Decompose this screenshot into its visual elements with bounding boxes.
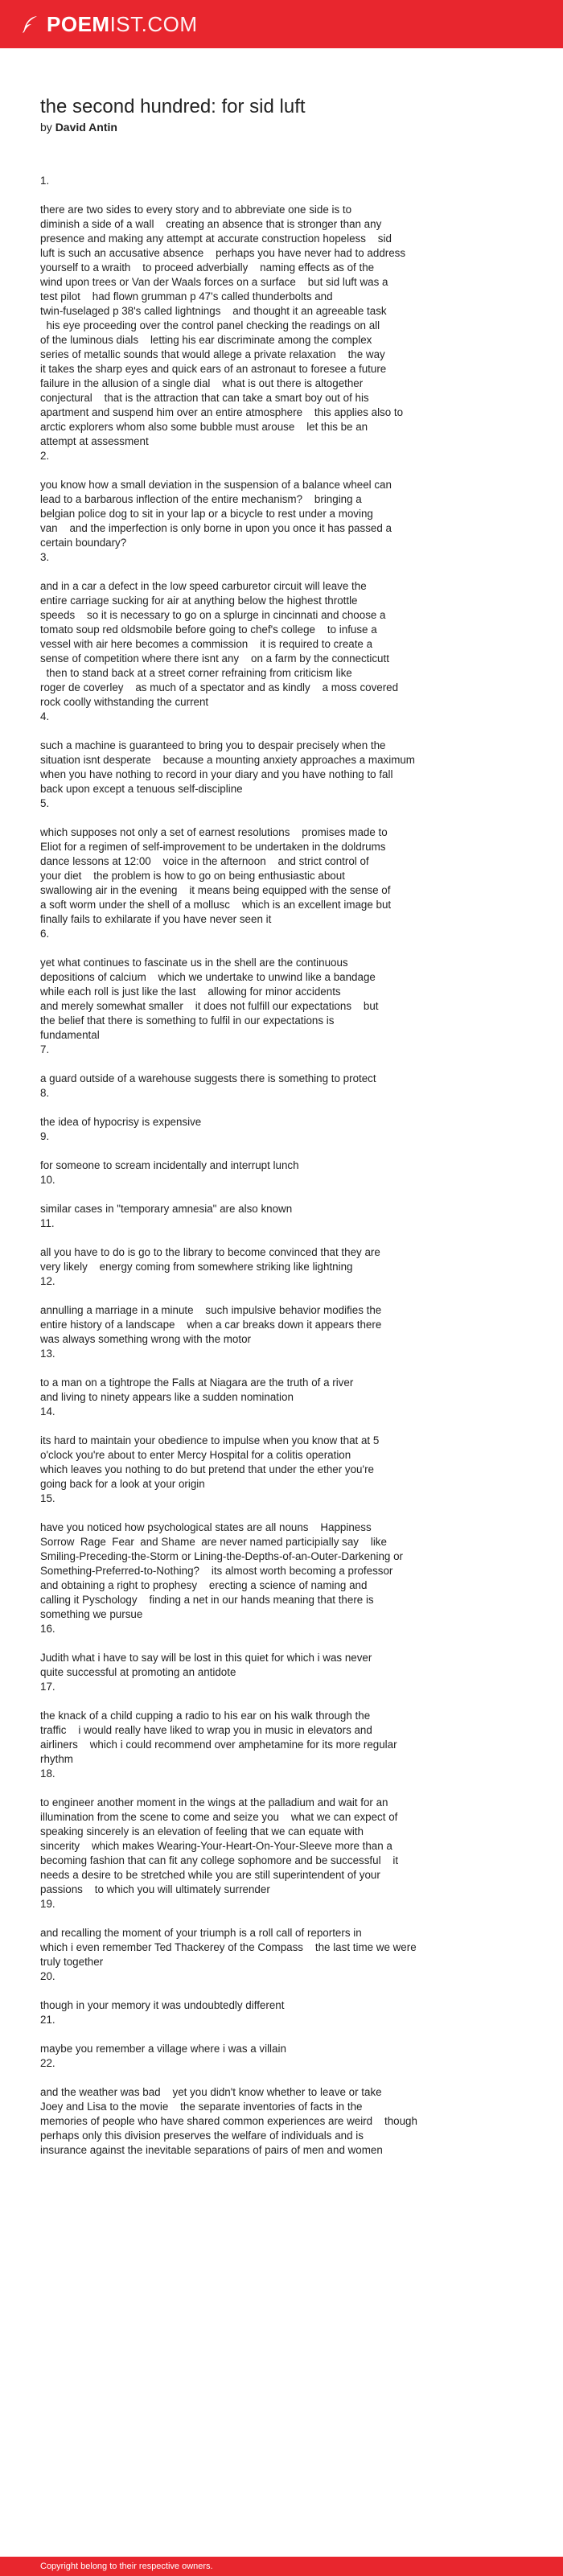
poem-line: 10. [40, 1174, 55, 1186]
poem-line: the knack of a child cupping a radio to his ear on his walk through the [40, 1710, 371, 1722]
poem-line: though in your memory it was undoubtedly different [40, 1999, 285, 2011]
poem-line: rhythm [40, 1753, 73, 1765]
poem-line: roger de coverley as much of a spectator and as kindly a moss covered [40, 681, 399, 693]
poem-line: back upon except a tenuous self-discipline [40, 783, 243, 795]
poem-line: 5. [40, 797, 50, 809]
poem-line: have you noticed how psychological states are all nouns Happiness [40, 1521, 372, 1533]
poem-line: his eye proceeding over the control panel checking the readings on all [40, 319, 380, 331]
poem-stanza [40, 203, 536, 463]
poem-line: presence and making any attempt at accurate construction hopeless sid [40, 232, 392, 245]
poem-line: 15. [40, 1492, 55, 1504]
poem-stanza [40, 956, 536, 1057]
poem-stanza [40, 825, 536, 941]
poem-stanza [40, 1998, 536, 2027]
poem-line: which leaves you nothing to do but pretend that under the ether you're [40, 1463, 374, 1475]
poem-line: Smiling-Preceding-the-Storm or Lining-the-Depths-of-an-Outer-Darkening or [40, 1550, 404, 1562]
poem-line: 17. [40, 1681, 55, 1693]
poem-stanza [40, 739, 536, 811]
poem-line: 6. [40, 928, 50, 940]
poem-line: tomato soup red oldsmobile before going to chef's college to infuse a [40, 623, 377, 636]
poem-stanza [40, 1072, 536, 1101]
poem-line: annulling a marriage in a minute such impulsive behavior modifies the [40, 1304, 382, 1316]
poem-line: luft is such an accusative absence perhaps you have never had to address [40, 247, 406, 259]
poem-stanza [40, 1303, 536, 1361]
poem-line: 2. [40, 450, 50, 462]
copyright-text: Copyright belong to their respective owners. [40, 2562, 213, 2571]
poem-line: 7. [40, 1043, 50, 1056]
poem-line: 19. [40, 1898, 55, 1910]
poem-stanza [40, 1245, 536, 1289]
poem-stanza [40, 1926, 536, 1984]
by-label: by [40, 121, 52, 134]
poem-line: for someone to scream incidentally and interrupt lunch [40, 1159, 299, 1171]
poem-title: the second hundred: for sid luft [40, 96, 306, 117]
poem-line: depositions of calcium which we undertake to unwind like a bandage [40, 971, 376, 983]
poem-stanza [40, 579, 536, 724]
poem-line: Joey and Lisa to the movie the separate inventories of facts in the [40, 2101, 363, 2113]
poem-line: sincerity which makes Wearing-Your-Heart-On-Your-Sleeve more than a [40, 1840, 392, 1852]
poem-line: o'clock you're about to enter Mercy Hospital for a colitis operation [40, 1449, 351, 1461]
poem-line: twin-fuselaged p 38's called lightnings and thought it an agreeable task [40, 305, 387, 317]
byline [40, 121, 536, 134]
poem-stanza [40, 1115, 536, 1144]
poem-line: perhaps only this division preserves the welfare of individuals and is [40, 2130, 364, 2142]
poem-stanza [40, 174, 536, 188]
poem-container [0, 48, 563, 2188]
poem-line: you know how a small deviation in the suspension of a balance wheel can [40, 479, 392, 491]
poem-stanza [40, 1709, 536, 1781]
poem-line: of the luminous dials letting his ear discriminate among the complex [40, 334, 372, 346]
poem-line: and in a car a defect in the low speed carburetor circuit will leave the [40, 580, 367, 592]
poem-stanza [40, 2042, 536, 2071]
poem-line: was always something wrong with the motor [40, 1333, 251, 1345]
poem-line: 1. [40, 175, 50, 187]
logo-text-light: IST.COM [109, 11, 198, 36]
poem-line: 12. [40, 1275, 55, 1287]
poem-line: going back for a look at your origin [40, 1478, 205, 1490]
poem-line: such a machine is guaranteed to bring you to despair precisely when the [40, 739, 386, 751]
poem-line: maybe you remember a village where i was a villain [40, 2043, 286, 2055]
author-link[interactable]: David Antin [55, 121, 117, 134]
poem-line: belgian police dog to sit in your lap or a bicycle to rest under a moving [40, 508, 373, 520]
poem-line: 4. [40, 710, 50, 722]
poem-line: 21. [40, 2014, 55, 2026]
poem-line: memories of people who have shared common experiences are weird though [40, 2115, 417, 2127]
logo-text-bold: POEM [47, 11, 110, 36]
poem-line: lead to a barbarous inflection of the entire mechanism? bringing a [40, 493, 362, 505]
poem-stanza [40, 1376, 536, 1419]
poem-line: attempt at assessment [40, 435, 149, 447]
poem-stanza [40, 1202, 536, 1231]
poem-line: finally fails to exhilarate if you have never seen it [40, 913, 272, 925]
poem-line: Judith what i have to say will be lost in this quiet for which i was never [40, 1652, 372, 1664]
poem-line: which i even remember Ted Thackerey of the Compass the last time we were [40, 1941, 417, 1953]
poem-line: entire carriage sucking for air at anything below the highest throttle [40, 595, 358, 607]
poem-line: speeds so it is necessary to go on a splurge in cincinnati and choose a [40, 609, 386, 621]
poem-line: test pilot had flown grumman p 47's called thunderbolts and [40, 290, 333, 302]
poem-line: 16. [40, 1623, 55, 1635]
poem-line: needs a desire to be stretched while you are still superintendent of your [40, 1869, 380, 1881]
poem-line: truly together [40, 1956, 104, 1968]
poem-line: apartment and suspend him over an entire atmosphere this applies also to [40, 406, 404, 418]
poem-line: yourself to a wraith to proceed adverbially naming effects as of the [40, 261, 375, 274]
poem-line: which supposes not only a set of earnest resolutions promises made to [40, 826, 388, 838]
poem-line: 13. [40, 1348, 55, 1360]
poem-line: 3. [40, 551, 50, 563]
poem-line: a soft worm under the shell of a mollusc which is an excellent image but [40, 899, 392, 911]
poem-line: 22. [40, 2057, 55, 2069]
poem-line: very likely energy coming from somewhere striking like lightning [40, 1261, 353, 1273]
poem-line: and obtaining a right to prophesy erecting a science of naming and [40, 1579, 368, 1591]
poem-line: 8. [40, 1087, 50, 1099]
poem-line: its hard to maintain your obedience to impulse when you know that at 5 [40, 1434, 380, 1446]
poem-line: the belief that there is something to fulfil in our expectations is [40, 1014, 335, 1027]
poem-line: entire history of a landscape when a car breaks down it appears there [40, 1319, 382, 1331]
poem-line: similar cases in "temporary amnesia" are also known [40, 1203, 293, 1215]
poem-line: rock coolly withstanding the current [40, 696, 209, 708]
poem-line: your diet the problem is how to go on being enthusiastic about [40, 870, 345, 882]
poem-line: calling it Pyschology finding a net in our hands meaning that there is [40, 1594, 374, 1606]
site-logo-link[interactable] [19, 12, 198, 37]
poem-line: quite successful at promoting an antidote [40, 1666, 236, 1678]
poem-line: failure in the allusion of a single dial what is out there is altogether [40, 377, 364, 389]
poem-line: traffic i would really have liked to wrap you in music in elevators and [40, 1724, 372, 1736]
poem-line: all you have to do is go to the library to become convinced that they are [40, 1246, 380, 1258]
poem-line: arctic explorers whom also some bubble must arouse let this be an [40, 421, 368, 433]
poem-line: and living to ninety appears like a sudden nomination [40, 1391, 294, 1403]
poem-stanza [40, 1520, 536, 1636]
poem-line: passions to which you will ultimately surrender [40, 1883, 270, 1895]
poem-line: 20. [40, 1970, 55, 1982]
poem-line: a guard outside of a warehouse suggests there is something to protect [40, 1072, 376, 1084]
poem-line: and merely somewhat smaller it does not fulfill our expectations but [40, 1000, 379, 1012]
poem-line: to a man on a tightrope the Falls at Niagara are the truth of a river [40, 1376, 354, 1389]
poem-line: Sorrow Rage Fear and Shame are never named participially say like [40, 1536, 387, 1548]
poem-line: it takes the sharp eyes and quick ears of an astronaut to foresee a future [40, 363, 387, 375]
poem-line: yet what continues to fascinate us in the shell are the continuous [40, 957, 348, 969]
poem-stanza [40, 1158, 536, 1187]
poem-line: dance lessons at 12:00 voice in the afternoon and strict control of [40, 855, 369, 867]
poem-line: vessel with air here becomes a commission it is required to create a [40, 638, 373, 650]
poem-line: the idea of hypocrisy is expensive [40, 1116, 202, 1128]
poem-line: insurance against the inevitable separations of pairs of men and women [40, 2144, 383, 2156]
poem-line: swallowing air in the evening it means being equipped with the sense of [40, 884, 391, 896]
poem-line: when you have nothing to record in your diary and you have nothing to fall [40, 768, 393, 780]
poem-line: Eliot for a regimen of self-improvement to be undertaken in the doldrums [40, 841, 386, 853]
poem-line: wind upon trees or Van der Waals forces on a surface but sid luft was a [40, 276, 388, 288]
poem-stanza [40, 2085, 536, 2158]
poem-line: Something-Preferred-to-Nothing? its almost worth becoming a professor [40, 1565, 393, 1577]
poem-line: 14. [40, 1405, 55, 1418]
quill-icon [19, 14, 40, 35]
site-header [0, 0, 563, 48]
poem-line: to engineer another moment in the wings at the palladium and wait for an [40, 1796, 388, 1809]
poem-line: 9. [40, 1130, 50, 1142]
poem-line: something we pursue [40, 1608, 143, 1620]
poem-line: sense of competition where there isnt any on a farm by the connecticutt [40, 652, 389, 665]
poem-line: and recalling the moment of your triumph is a roll call of reporters in [40, 1927, 362, 1939]
poem-stanza [40, 478, 536, 565]
poem-line: fundamental [40, 1029, 100, 1041]
poem-line: conjectural that is the attraction that can take a smart boy out of his [40, 392, 369, 404]
poem-line: van and the imperfection is only borne in upon you once it has passed a [40, 522, 392, 534]
poem-line: certain boundary? [40, 537, 127, 549]
poem-line: 18. [40, 1767, 55, 1780]
poem-line: while each roll is just like the last allowing for minor accidents [40, 986, 341, 998]
poem-line: airliners which i could recommend over amphetamine for its more regular [40, 1739, 397, 1751]
poem-line: and the weather was bad yet you didn't know whether to leave or take [40, 2086, 382, 2098]
site-footer [0, 2557, 563, 2576]
poem-line: series of metallic sounds that would allege a private relaxation the way [40, 348, 385, 360]
poem-line: becoming fashion that can fit any college sophomore and be successful it [40, 1854, 399, 1866]
poem-line: situation isnt desperate because a mounting anxiety approaches a maximum [40, 754, 415, 766]
poem-stanza [40, 1651, 536, 1694]
poem-line: diminish a side of a wall creating an absence that is stronger than any [40, 218, 382, 230]
poem-body [40, 174, 536, 2158]
poem-line: illumination from the scene to come and seize you what we can expect of [40, 1811, 398, 1823]
poem-line: speaking sincerely is an elevation of feeling that we can equate with [40, 1825, 364, 1837]
poem-stanza [40, 1796, 536, 1911]
poem-line: 11. [40, 1217, 55, 1229]
poem-line: then to stand back at a street corner refraining from criticism like [40, 667, 352, 679]
poem-stanza [40, 1434, 536, 1506]
poem-line: there are two sides to every story and to abbreviate one side is to [40, 204, 352, 216]
